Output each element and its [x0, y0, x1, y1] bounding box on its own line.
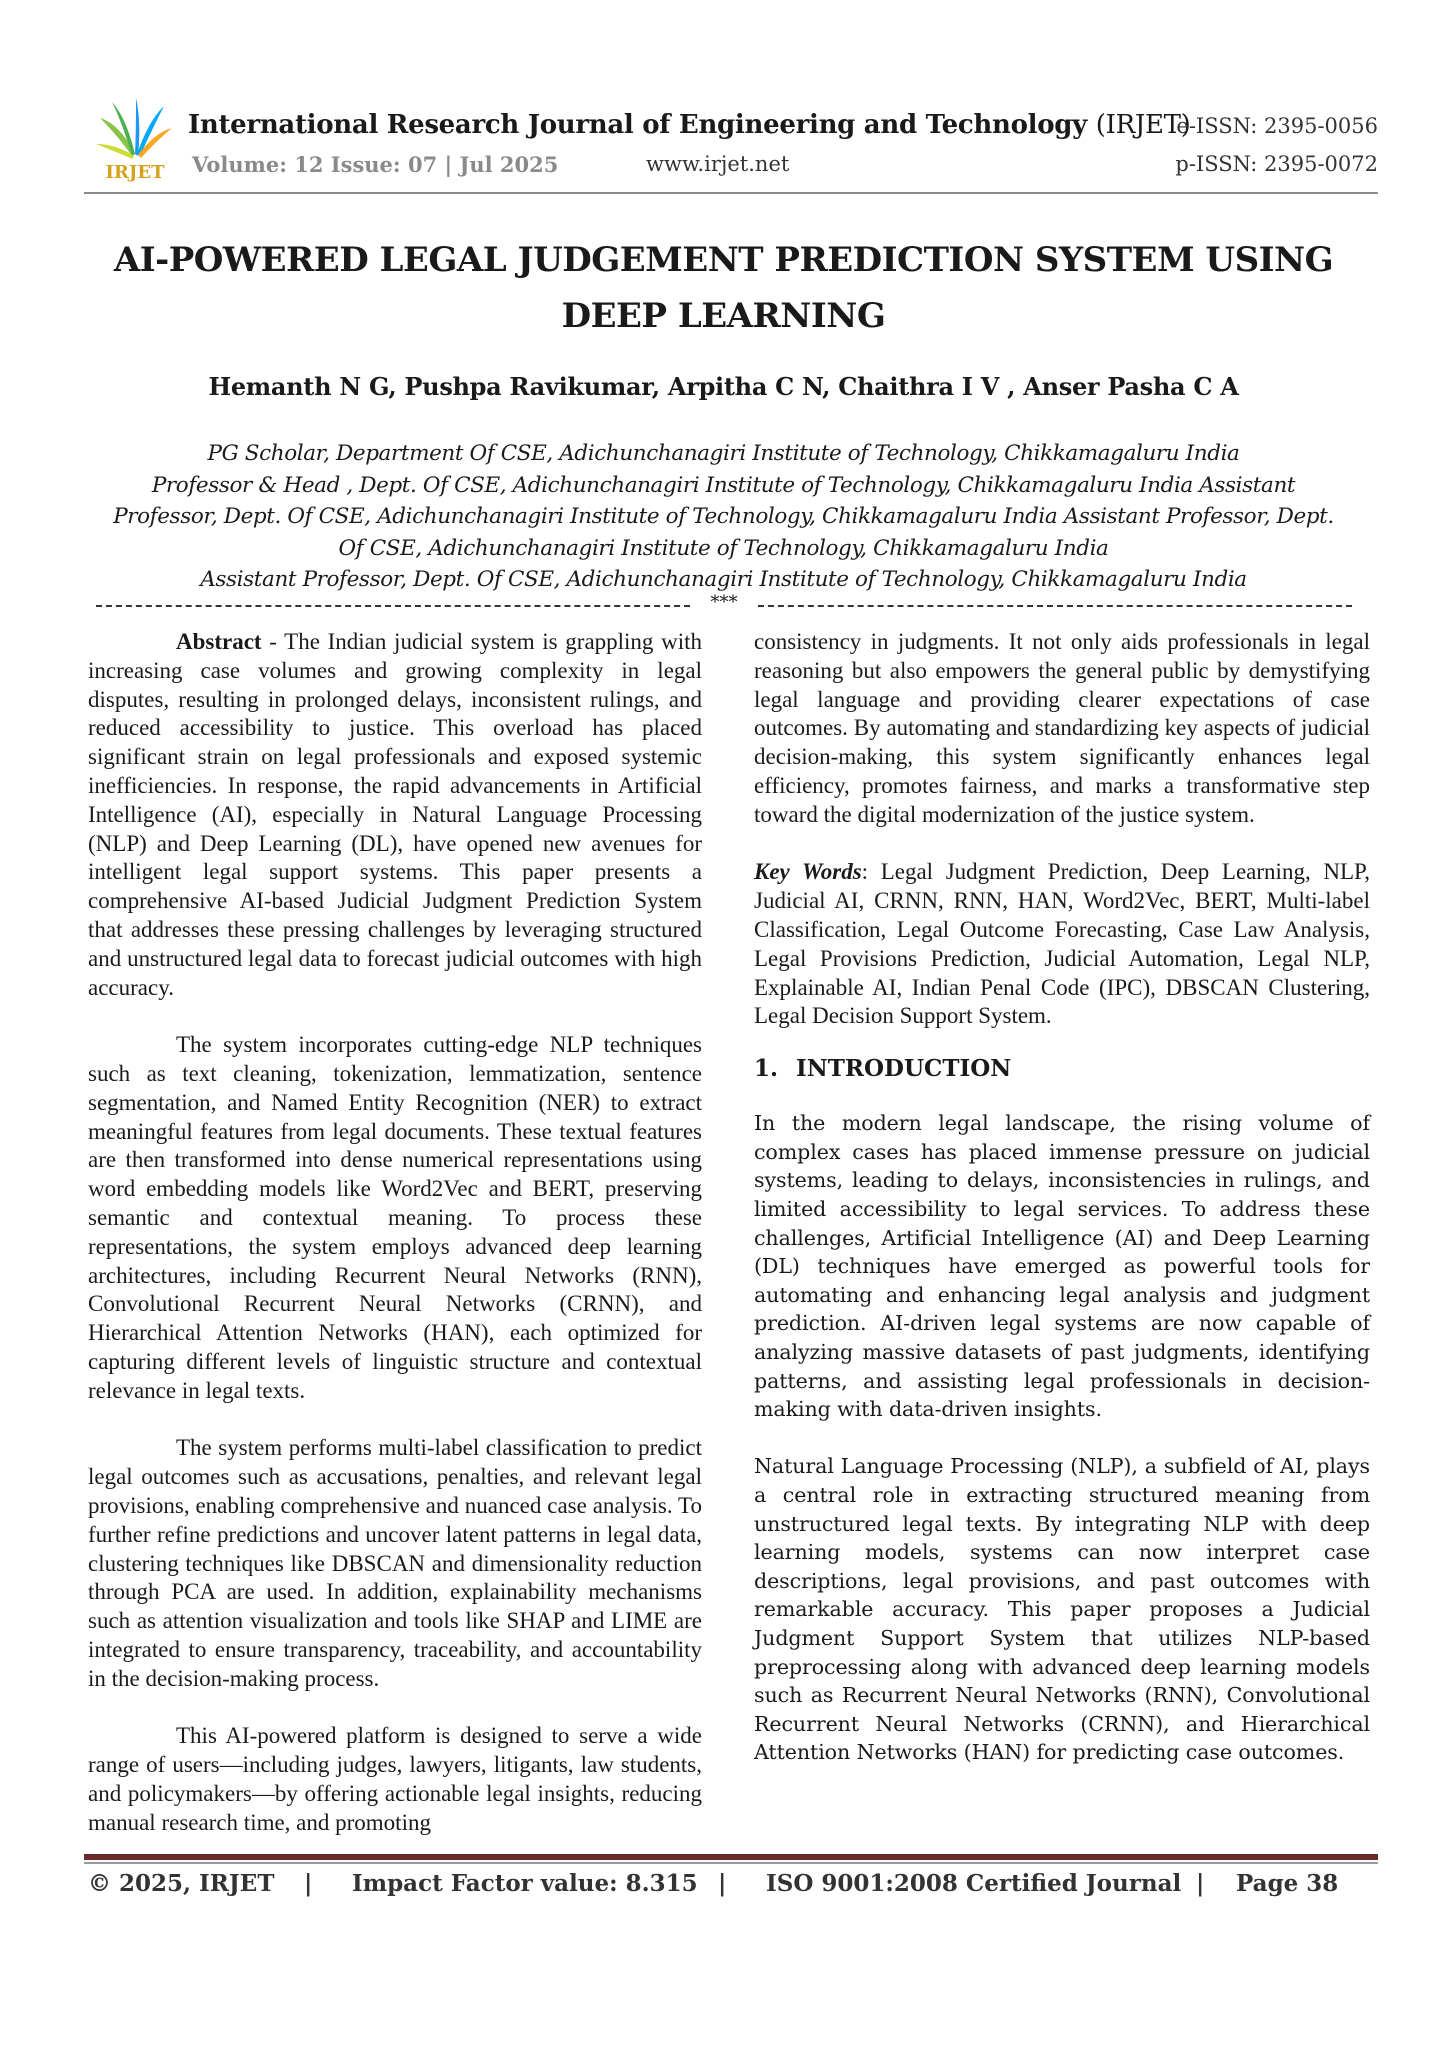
- keywords-text: : Legal Judgment Prediction, Deep Learning, NLP, Judicial AI, CRNN, RNN, HAN, Word2Vec, BERT, Multi-label Classification, Legal Outcome Forecasting, Case Law Analysis, Legal Provisions Prediction, Judicial Automation, Legal NLP, Explainable AI, Indian Penal Code (IPC), DBSCAN Clustering, Legal Decision Support System.: [754, 859, 1370, 1029]
- left-column: [88, 628, 702, 1837]
- section-number: 1.: [754, 1055, 779, 1083]
- paper-authors: Hemanth N G, Pushpa Ravikumar, Arpitha C N, Chaithra I V , Anser Pasha C A: [208, 372, 1239, 401]
- body-paragraph: This AI-powered platform is designed to serve a wide range of users—including judges, lawyers, litigants, law students, and policymakers—by offering actionable legal insights, reducing manual research time, and promoting: [88, 1723, 702, 1835]
- footer-separator: |: [1196, 1870, 1205, 1897]
- separator-dash-right: [758, 605, 1352, 607]
- abstract-label: Abstract: [176, 629, 262, 654]
- journal-header: [84, 92, 1378, 194]
- footer-iso: ISO 9001:2008 Certified Journal: [766, 1870, 1182, 1897]
- affiliation-line: Professor & Head , Dept. Of CSE, Adichunchanagiri Institute of Technology, Chikkamagaluru India Assistant: [151, 472, 1296, 498]
- intro-paragraph: In the modern legal landscape, the rising volume of complex cases has placed immense pressure on judicial systems, leading to delays, inconsistencies in rulings, and limited accessibility to legal services. To address these challenges, Artificial Intelligence (AI) and Deep Learning (DL) techniques have emerged as powerful tools for automating and enhancing legal analysis and judgment prediction. AI-driven legal systems are now capable of analyzing massive datasets of past judgments, identifying patterns, and assisting legal professionals in decision-making with data-driven insights.: [754, 1111, 1370, 1422]
- body-paragraph: The system incorporates cutting-edge NLP techniques such as text cleaning, tokenization, lemmatization, sentence segmentation, and Named Entity Recognition (NER) to extract meaningful features from legal documents. These textual features are then transformed into dense numerical representations using word embedding models like Word2Vec and BERT, preserving semantic and contextual meaning. To process these representations, the system employs advanced deep learning architectures, including Recurrent Neural Networks (RNN), Convolutional Recurrent Neural Networks (CRNN), and Hierarchical Attention Networks (HAN), each optimized for capturing different levels of linguistic structure and contextual relevance in legal texts.: [88, 1032, 702, 1403]
- logo-text: IRJET: [105, 162, 165, 182]
- footer-copyright: © 2025, IRJET: [88, 1870, 275, 1897]
- footer-impact-factor: Impact Factor value: 8.315: [352, 1870, 698, 1897]
- section-separator: [96, 594, 1352, 618]
- abstract-paragraph: [88, 628, 702, 1002]
- affiliation-line: Assistant Professor, Dept. Of CSE, Adichunchanagiri Institute of Technology, Chikkamagaluru India: [200, 567, 1247, 592]
- separator-dash-left: [96, 605, 690, 607]
- footer-rule: [84, 1854, 1378, 1860]
- journal-full-name: International Research Journal of Engineering and Technology: [188, 110, 1087, 140]
- page-footer: [88, 1870, 1378, 1910]
- abstract-continuation: consistency in judgments. It not only aids professionals in legal reasoning but also empowers the general public by demystifying legal language and providing clearer expectations of case outcomes. By automating and standardizing key aspects of judicial decision-making, this system significantly enhances legal efficiency, promotes fairness, and marks a transformative step toward the digital modernization of the justice system.: [754, 629, 1370, 827]
- separator-stars: ***: [710, 592, 738, 613]
- affiliation-line: Professor, Dept. Of CSE, Adichunchanagiri Institute of Technology, Chikkamagaluru India Assistant Professor, Dept.: [113, 504, 1334, 529]
- journal-abbr: (IRJET): [1095, 110, 1191, 140]
- body-paragraph: The system performs multi-label classification to predict legal outcomes such as accusations, penalties, and relevant legal provisions, enabling comprehensive and nuanced case analysis. To further refine predictions and uncover latent patterns in legal data, clustering techniques like DBSCAN and dimensionality reduction through PCA are used. In addition, explainability mechanisms such as attention visualization and tools like SHAP and LIME are integrated to ensure transparency, traceability, and accountability in the decision-making process.: [88, 1435, 702, 1691]
- footer-page-number: Page 38: [1236, 1870, 1339, 1897]
- header-divider: [84, 192, 1378, 194]
- e-issn: e-ISSN: 2395-0056: [1176, 114, 1378, 138]
- author-affiliations: [78, 438, 1369, 596]
- p-issn: p-ISSN: 2395-0072: [1175, 152, 1378, 176]
- footer-rule-thin: [84, 1862, 1378, 1864]
- journal-name: [188, 110, 1191, 140]
- footer-separator: |: [718, 1870, 727, 1897]
- affiliation-line: PG Scholar, Department Of CSE, Adichunchanagiri Institute of Technology, Chikkamagaluru India: [207, 441, 1240, 466]
- journal-website: www.irjet.net: [646, 152, 790, 176]
- paper-title: AI-POWERED LEGAL JUDGEMENT PREDICTION SYSTEM USING DEEP LEARNING: [113, 240, 1334, 336]
- introduction-heading: [754, 1051, 1370, 1109]
- section-title: INTRODUCTION: [796, 1055, 1012, 1083]
- footer-separator: |: [304, 1870, 313, 1897]
- keywords-paragraph: [754, 858, 1370, 1031]
- abstract-text: - The Indian judicial system is grappling with increasing case volumes and growing complexity in legal disputes, resulting in prolonged delays, inconsistent rulings, and reduced accessibility to justice. This overload has placed significant strain on legal professionals and exposed systemic inefficiencies. In response, the rapid advancements in Artificial Intelligence (AI), especially in Natural Language Processing (NLP) and Deep Learning (DL), have opened new avenues for intelligent legal support systems. This paper presents a comprehensive AI-based Judicial Judgment Prediction System that addresses these pressing challenges by leveraging structured and unstructured legal data to forecast judicial outcomes with high accuracy.: [88, 629, 702, 1000]
- right-column: [754, 628, 1370, 1767]
- volume-issue: Volume: 12 Issue: 07 | Jul 2025: [192, 152, 559, 177]
- irjet-logo: [92, 96, 178, 182]
- affiliation-line: Of CSE, Adichunchanagiri Institute of Technology, Chikkamagaluru India: [338, 535, 1109, 561]
- keywords-label: Key Words: [754, 859, 862, 885]
- intro-paragraph: Natural Language Processing (NLP), a subfield of AI, plays a central role in extracting structured meaning from unstructured legal texts. By integrating NLP with deep learning models, systems can now interpret case descriptions, legal provisions, and past outcomes with remarkable accuracy. This paper proposes a Judicial Judgment Support System that utilizes NLP-based preprocessing along with advanced deep learning models such as Recurrent Neural Networks (RNN), Convolutional Recurrent Neural Networks (CRNN), and Hierarchical Attention Networks (HAN) for predicting case outcomes.: [754, 1454, 1370, 1765]
